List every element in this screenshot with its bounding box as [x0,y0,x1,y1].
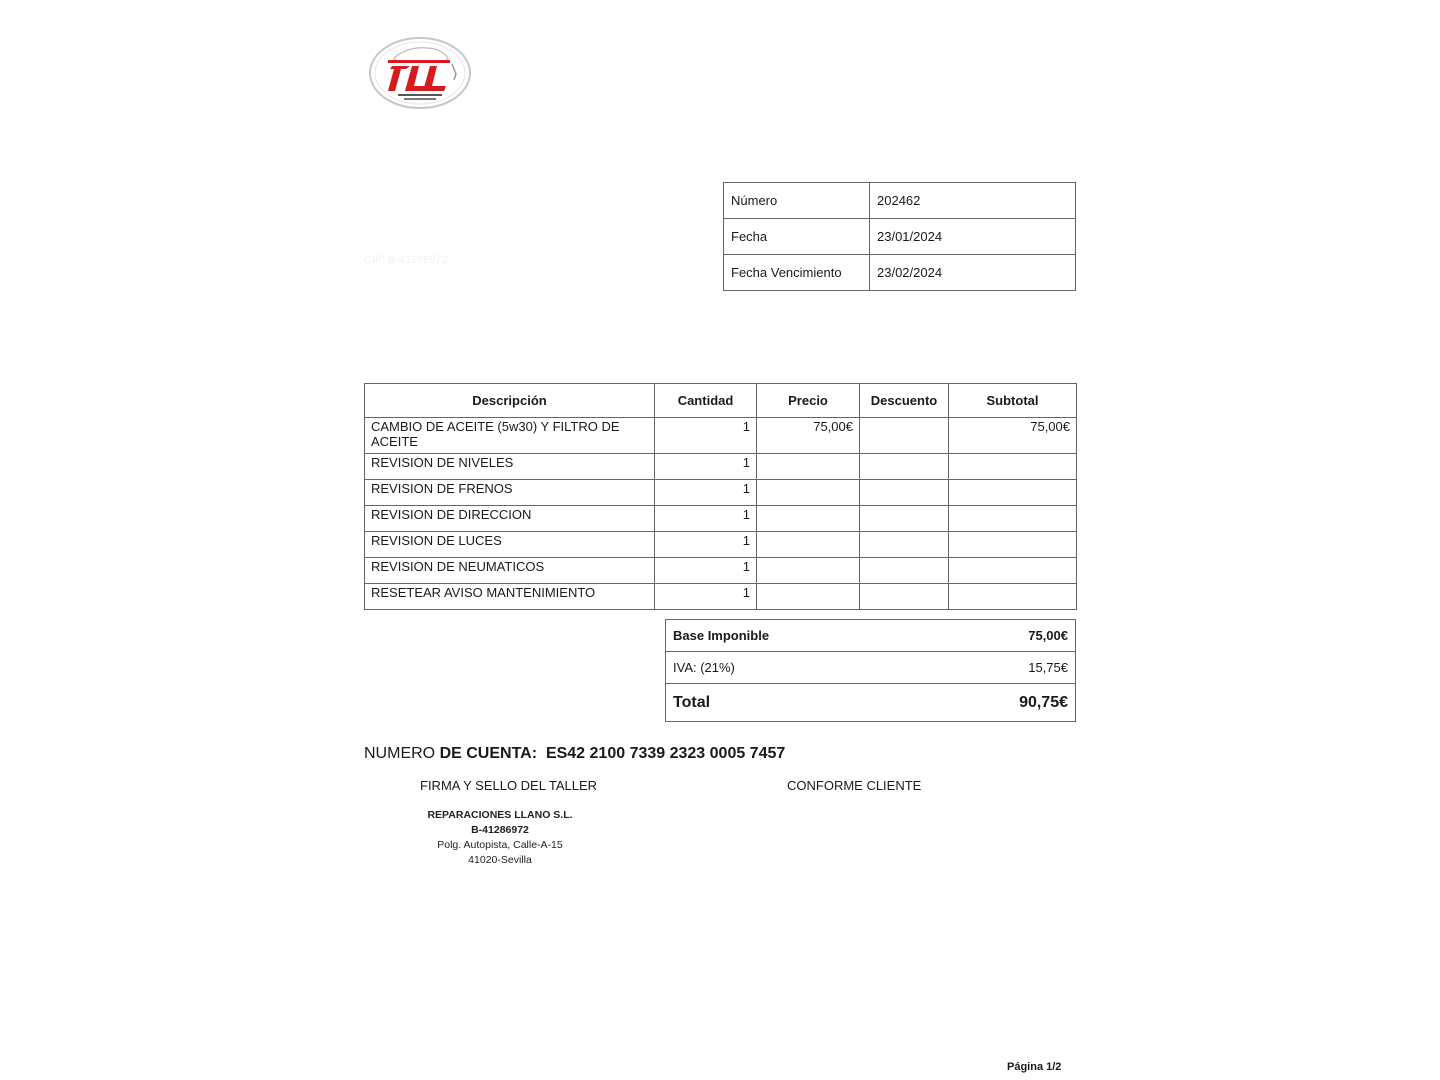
iva-value: 15,75€ [926,652,1075,684]
item-price [757,558,860,584]
item-description: REVISION DE FRENOS [365,480,655,506]
item-subtotal [949,558,1077,584]
page-number: Página 1/2 [1007,1061,1062,1073]
item-quantity: 1 [655,454,757,480]
item-discount [860,418,949,454]
item-subtotal: 75,00€ [949,418,1077,454]
total-label: Total [666,684,927,722]
items-header-row [365,384,1077,418]
iva-label: IVA: (21%) [666,652,927,684]
item-quantity: 1 [655,584,757,610]
item-description: REVISION DE NEUMATICOS [365,558,655,584]
account-label: DE CUENTA: [439,745,538,762]
header-precio: Precio [757,384,860,418]
item-description: REVISION DE LUCES [365,532,655,558]
item-discount [860,506,949,532]
base-label: Base Imponible [666,620,927,652]
company-cif: B-41286972 [471,824,529,836]
item-price [757,480,860,506]
invoice-due-row [724,255,1076,291]
account-iban: ES42 2100 7339 2323 0005 7457 [545,745,786,762]
header-descuento: Descuento [860,384,949,418]
invoice-meta-table [723,182,1076,291]
item-description: CAMBIO DE ACEITE (5w30) Y FILTRO DE ACEITE [365,418,655,454]
total-row [666,684,1076,722]
item-subtotal [949,584,1077,610]
item-description: RESETEAR AVISO MANTENIMIENTO [365,584,655,610]
iva-row [666,652,1076,684]
item-discount [860,584,949,610]
header-cantidad: Cantidad [655,384,757,418]
faint-cif-text: CIF: B-41286972 [364,254,448,266]
table-row [365,418,1077,454]
company-stamp [420,808,580,868]
item-price [757,506,860,532]
total-value: 90,75€ [926,684,1075,722]
table-row [365,558,1077,584]
item-description: REVISION DE DIRECCION [365,506,655,532]
item-quantity: 1 [655,558,757,584]
bank-account [364,745,785,763]
table-row [365,584,1077,610]
invoice-number-value: 202462 [870,183,1076,219]
item-description: REVISION DE NIVELES [365,454,655,480]
base-value: 75,00€ [926,620,1075,652]
items-table [364,383,1077,610]
table-row [365,454,1077,480]
base-row [666,620,1076,652]
header-subtotal: Subtotal [949,384,1077,418]
invoice-number-label: Número [724,183,870,219]
invoice-due-label: Fecha Vencimiento [724,255,870,291]
item-discount [860,558,949,584]
item-price [757,454,860,480]
company-city: 41020-Sevilla [468,854,532,866]
invoice-date-label: Fecha [724,219,870,255]
workshop-signature-label: FIRMA Y SELLO DEL TALLER [420,778,598,793]
item-discount [860,532,949,558]
company-logo [368,36,472,110]
account-prefix: NUMERO [364,745,436,762]
invoice-date-value: 23/01/2024 [870,219,1076,255]
item-quantity: 1 [655,480,757,506]
table-row [365,506,1077,532]
item-quantity: 1 [655,418,757,454]
item-discount [860,454,949,480]
invoice-due-value: 23/02/2024 [870,255,1076,291]
item-quantity: 1 [655,506,757,532]
item-price: 75,00€ [757,418,860,454]
item-subtotal [949,532,1077,558]
totals-table [665,619,1076,722]
invoice-number-row [724,183,1076,219]
table-row [365,480,1077,506]
item-subtotal [949,454,1077,480]
item-price [757,532,860,558]
item-subtotal [949,506,1077,532]
item-discount [860,480,949,506]
item-subtotal [949,480,1077,506]
header-descripcion: Descripción [365,384,655,418]
company-address: Polg. Autopista, Calle-A-15 [437,839,563,851]
client-signature-label: CONFORME CLIENTE [787,778,922,793]
company-name: REPARACIONES LLANO S.L. [427,809,573,821]
item-quantity: 1 [655,532,757,558]
table-row [365,532,1077,558]
invoice-date-row [724,219,1076,255]
item-price [757,584,860,610]
